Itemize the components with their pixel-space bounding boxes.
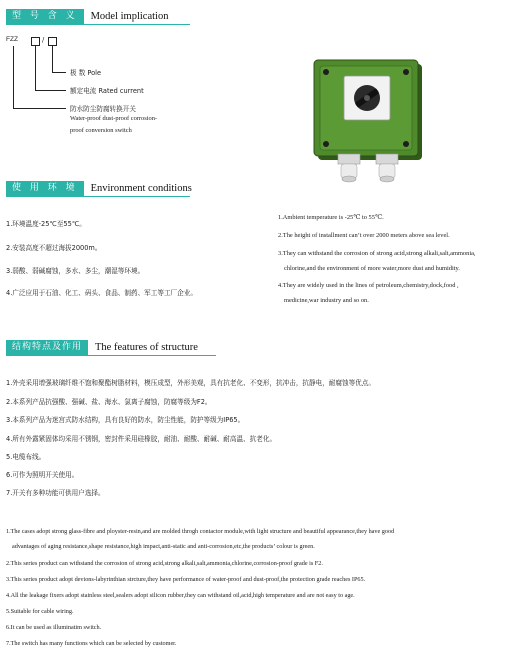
desc-en-line2: proof conversion switch — [70, 127, 132, 134]
struct-zh-item: 3.本系列产品为迷宫式防水结构，具有良好的防水，防尘性能，防护等级为IP65。 — [6, 416, 245, 424]
struct-tag: 结构特点及作用 — [6, 340, 88, 355]
line-rated-h — [35, 90, 66, 91]
struct-en-item: advantages of aging resistance,shape resistance,high impact,anti-static and anti-corrosion,etc,the products’ colour is green. — [12, 543, 315, 550]
env-en-item: 2.The height of installment can’t over 2000 meters above sea level. — [278, 232, 450, 239]
struct-zh-item: 1.外壳采用增强玻璃纤维不饱和聚酯树脂材料，模压成型，外形美观，具有抗老化、不变形，抗冲击，抗静电，耐腐蚀等优点。 — [6, 379, 375, 387]
model-title: Model implication — [90, 10, 169, 22]
struct-en-item: 7.The switch has many functions which can be selected by customer. — [6, 640, 177, 647]
struct-zh-item: 6.可作为照明开关使用。 — [6, 471, 79, 479]
line-rated — [35, 46, 36, 90]
rated-label: 额定电流 Rated current — [70, 87, 144, 95]
env-en-item: medicine,war industry and so on. — [284, 297, 369, 304]
pole-box — [31, 37, 40, 46]
line-pole-h — [52, 72, 66, 73]
struct-title: The features of structure — [95, 341, 198, 353]
struct-en-item: 6.It can be used as illuminatim switch. — [6, 624, 102, 631]
product-image — [310, 58, 430, 188]
struct-zh-item: 5.电缆布线。 — [6, 453, 46, 461]
desc-en-line1: Water-proof dust-proof corrosion- — [70, 115, 158, 122]
model-section-header — [6, 8, 168, 24]
struct-en-item: 2.This series product can withstand the corrosion of strong acid,strong alkali,salt,ammonia,chlorine,corrosion-proof grade is F2. — [6, 560, 323, 567]
struct-en-item: 4.All the leakage fixers adopt stainless steel,sealers adopt silicon rubber,they can withstand oil,acid,high temperature and are not easy to age. — [6, 592, 355, 599]
struct-zh-item: 2.本系列产品抗强酸、强碱、盐、海水、氯离子腐蚀，防腐等级为F2。 — [6, 398, 212, 406]
env-zh-item: 4.广泛应用于石油、化工、码头、食品、制药、军工等工厂企业。 — [6, 289, 197, 297]
struct-en-item: 3.This series product adopt devions-labyrinthian strcture,they have performance of water-proof and dust-proof,the protection grade reaches IP65. — [6, 576, 366, 583]
struct-zh-item: 7.开关有多种功能可供用户选择。 — [6, 489, 105, 497]
model-rule — [6, 24, 190, 25]
model-tag: 型 号 含 义 — [6, 9, 84, 24]
env-en-item: chlorine,and the environment of more water,more dust and humidity. — [284, 265, 460, 272]
env-zh-item: 1.环境温度-25℃至55℃。 — [6, 220, 86, 228]
struct-en-item: 1.The cases adopt strong glass-fibre and ployster-resin,and are molded throgh contactor module,with light structure and beautiful appearance,they have good — [6, 528, 395, 535]
model-slash: / — [42, 36, 45, 44]
struct-en-item: 5.Suitable for cable wiring. — [6, 608, 74, 615]
pole-label: 极 数 Pole — [70, 69, 102, 77]
env-tag: 使 用 环 境 — [6, 181, 84, 196]
desc-zh-label: 防水防尘防腐转换开关 — [70, 105, 136, 113]
env-en-item: 1.Ambient temperature is -25℃ to 55℃. — [278, 214, 384, 221]
struct-section-header — [6, 339, 198, 355]
line-pole — [52, 46, 53, 72]
env-en-item: 3.They can withstand the corrosion of strong acid,strong alkali,salt,ammonia, — [278, 250, 476, 257]
env-section-header — [6, 180, 192, 196]
struct-rule — [6, 355, 216, 356]
line-code-h — [13, 108, 66, 109]
env-en-item: 4.They are widely used in the lines of petroleum,chemistry,dock,food , — [278, 282, 459, 289]
env-zh-item: 3.弱酸、弱碱腐蚀，多水、多尘，潮湿等环境。 — [6, 267, 145, 275]
env-zh-item: 2.安装高度不超过海拔2000m。 — [6, 244, 102, 252]
line-code — [13, 46, 14, 108]
struct-zh-item: 4.所有外露紧固体均采用不锈钢，密封件采用硅橡胶，耐油、耐酸、耐碱、耐高温、抗老化。 — [6, 435, 277, 443]
env-title: Environment conditions — [90, 182, 192, 194]
rated-box — [48, 37, 57, 46]
env-rule — [6, 196, 190, 197]
model-code: FZZ — [6, 36, 19, 43]
